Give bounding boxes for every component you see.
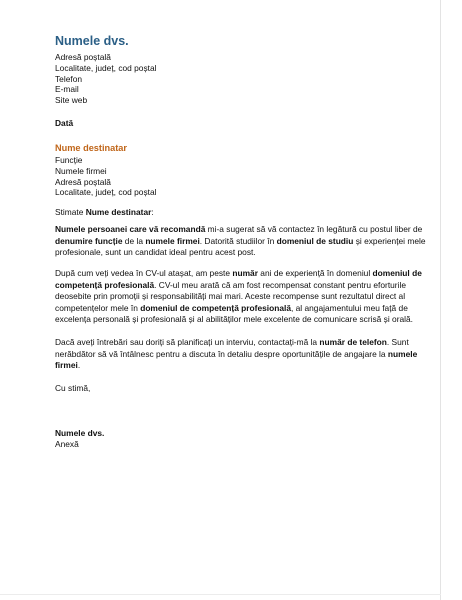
sender-website: Site web	[55, 95, 88, 106]
paragraph-text: mi-a sugerat să vă contactez în legătură cu postul liber de	[205, 224, 423, 234]
paragraph-text: ani de experiență în domeniul	[257, 268, 373, 278]
page-bottom-edge	[0, 594, 441, 595]
salutation-suffix: :	[151, 207, 154, 217]
sender-phone: Telefon	[55, 73, 83, 84]
body-paragraph-1	[55, 224, 427, 259]
salutation	[55, 207, 154, 217]
closing: Cu stimă,	[55, 383, 91, 393]
sender-block	[55, 34, 157, 106]
recipient-block	[55, 143, 157, 198]
job-title: denumire funcție	[55, 235, 123, 246]
company-name-2: numele firmei	[55, 348, 418, 371]
paragraph-text: . Sunt nerăbdător să vă întâlnesc pentru a discuta în detaliu despre oportunitățile de angajare la	[55, 337, 409, 359]
sender-city: Localitate, județ, cod poștal	[55, 62, 157, 73]
paragraph-text: , al angajamentului meu față de excelența personală și profesională și al abilităților mele excelente de comunicare scrisă și orală.	[55, 302, 413, 325]
signature-name: Numele dvs.	[55, 428, 105, 438]
referrer-name: Numele persoanei care vă recomandă	[55, 224, 206, 234]
signature-block	[55, 428, 104, 450]
sender-email: E-mail	[55, 84, 79, 95]
body-paragraph-2	[55, 268, 427, 326]
paragraph-text: Dacă aveți întrebări sau doriți să planificați un interviu, contactați-mă la	[55, 337, 320, 347]
recipient-name: Nume destinatar	[55, 143, 127, 153]
field-of-study: domeniul de studiu	[276, 235, 354, 246]
recipient-company: Numele firmei	[55, 165, 107, 176]
sender-address: Adresă poștală	[55, 52, 111, 62]
expertise-field-2: domeniul de competență profesională	[140, 302, 291, 313]
paragraph-text: .	[77, 360, 81, 371]
salutation-prefix: Stimate	[55, 207, 86, 217]
company-name: numele firmei	[145, 235, 200, 246]
years-number: număr	[232, 268, 258, 278]
sender-name: Numele dvs.	[55, 34, 129, 48]
expertise-field: domeniul de competență profesională	[55, 268, 422, 290]
paragraph-text: . CV-ul meu arată că am fost recompensat constant pentru eforturile deosebite prin promoții și responsabilități mai mari. Aceste recompense sunt rezultatul direct al competențelor mele în	[55, 279, 406, 313]
paragraph-text: . Datorită studiilor în	[199, 235, 277, 246]
paragraph-text: de la	[122, 235, 146, 246]
paragraph-text: și experienței mele profesionale, sunt un candidat ideal pentru acest post.	[55, 235, 426, 258]
page-right-edge	[440, 0, 441, 600]
enclosure-note: Anexă	[55, 438, 79, 449]
phone-number: număr de telefon	[319, 337, 387, 347]
recipient-title: Funcție	[55, 155, 83, 165]
body-paragraph-3	[55, 337, 427, 372]
paragraph-text: După cum veți vedea în CV-ul atașat, am peste	[55, 268, 233, 278]
recipient-address: Adresă poștală	[55, 176, 111, 187]
date: Dată	[55, 118, 74, 128]
salutation-name: Nume destinatar	[85, 207, 152, 217]
recipient-city: Localitate, județ, cod poștal	[55, 187, 157, 198]
